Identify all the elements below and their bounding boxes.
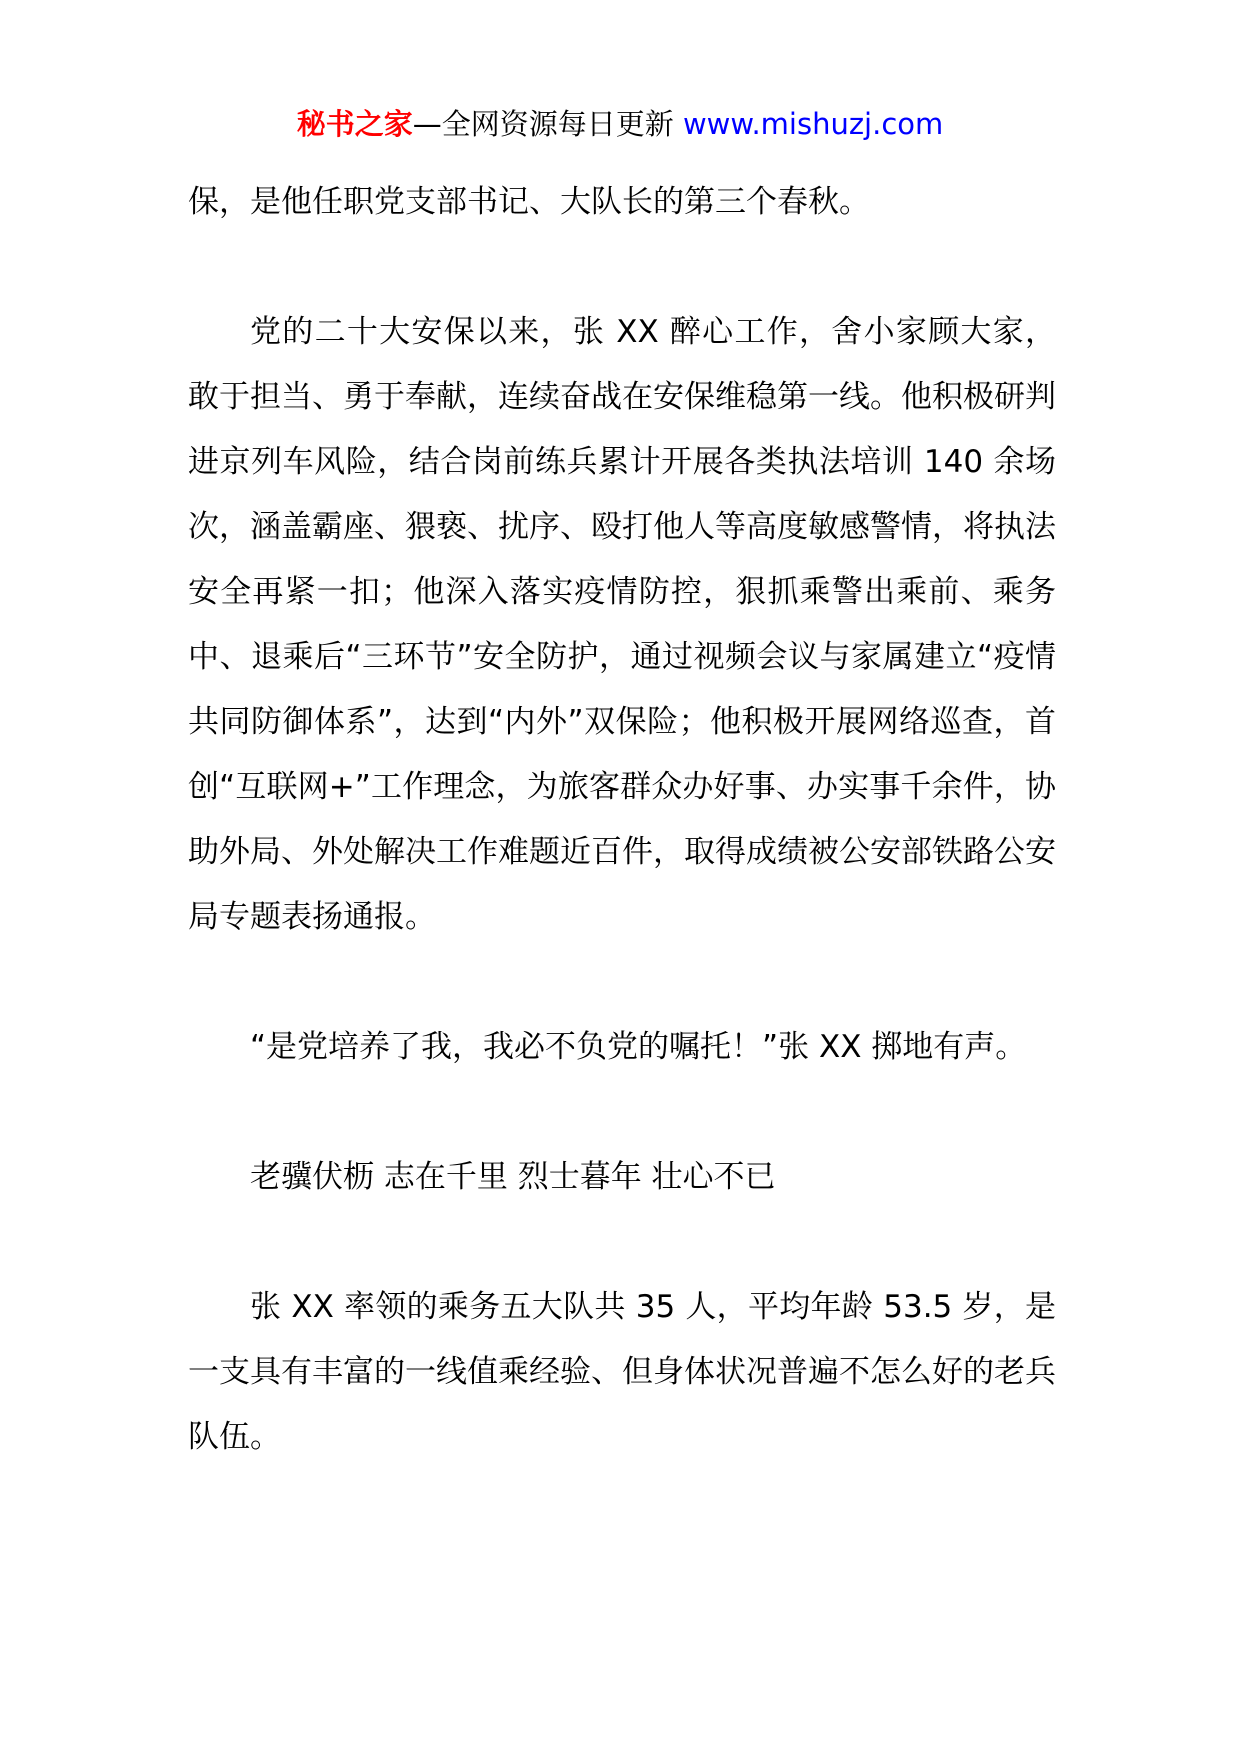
paragraph-quote: “是党培养了我，我必不负党的嘱托！”张 XX 掷地有声。 bbox=[250, 1029, 1027, 1065]
paragraph-continuation: 保，是他任职党支部书记、大队长的第三个春秋。 bbox=[188, 184, 870, 220]
header-tagline: —全网资源每日更新 bbox=[412, 107, 683, 141]
article-body bbox=[188, 170, 1056, 1535]
paragraph: 张 XX 率领的乘务五大队共 35 人，平均年龄 53.5 岁，是一支具有丰富的一线值乘经验、但身体状况普遍不怎么好的老兵队伍。 bbox=[188, 1289, 1056, 1455]
brand-name: 秘书之家 bbox=[296, 107, 413, 141]
website-link[interactable]: www.mishuzj.com bbox=[682, 107, 944, 141]
page-header bbox=[0, 104, 1240, 144]
paragraph: 党的二十大安保以来，张 XX 醉心工作，舍小家顾大家，敢于担当、勇于奉献，连续奋战在安保维稳第一线。他积极研判进京列车风险，结合岗前练兵累计开展各类执法培训 140 余场次，涵盖霸座、猥亵、扰序、殴打他人等高度敏感警情，将执法安全再紧一扣；他深入落实疫情防控，狠抓乘警出乘前、乘务中、退乘后“三环节”安全防护，通过视频会议与家属建立“疫情共同防御体系”，达到“内外”双保险；他积极开展网络巡查，首创“互联网+”工作理念，为旅客群众办好事、办实事千余件，协助外局、外处解决工作难题近百件，取得成绩被公安部铁路公安局专题表扬通报。 bbox=[188, 314, 1056, 935]
section-heading: 老骥伏枥 志在千里 烈士暮年 壮心不已 bbox=[250, 1159, 776, 1195]
